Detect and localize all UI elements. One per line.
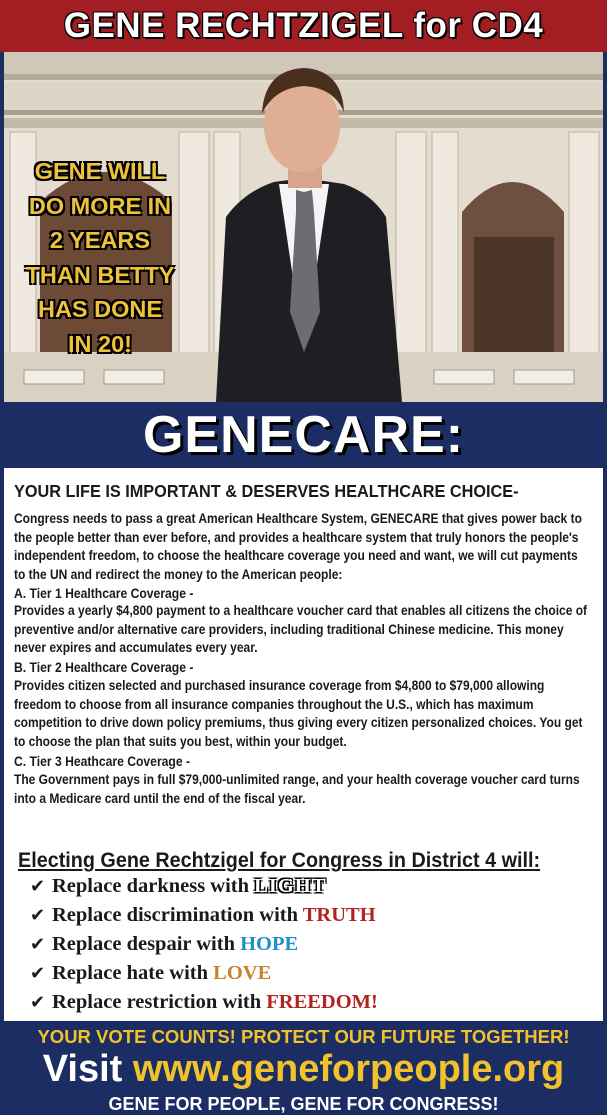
tier1-text: Provides a yearly $4,800 payment to a healthcare voucher card that enables all citizens the choice of preventive and/or alternative care providers, including traditional Chinese medicine. This money never expires and accumulates every year. bbox=[14, 603, 588, 655]
vote-slogan: YOUR VOTE COUNTS! PROTECT OUR FUTURE TOGETHER! bbox=[37, 1026, 570, 1047]
pledge-word: TRUTH bbox=[302, 904, 376, 926]
hero-claim-line: THAN BETTY bbox=[25, 261, 175, 288]
headline: YOUR LIFE IS IMPORTANT & DESERVES HEALTHCARE CHOICE- bbox=[14, 481, 519, 501]
electing-title: Electing Gene Rechtzigel for Congress in District 4 will: bbox=[18, 848, 541, 872]
tier2-text: Provides citizen selected and purchased insurance coverage from $4,800 to $79,000 allowing freedom to choose from all insurance companies throughout the U.S., which has maximum competition to drive down policy premiums, thus giving every citizen personalized choices. You get to choose the plan that suits you best, within your budget. bbox=[14, 678, 583, 749]
genecare-title: GENECARE: bbox=[142, 406, 465, 464]
tier2-title: B. Tier 2 Healthcare Coverage - bbox=[14, 660, 194, 675]
tier1-title: A. Tier 1 Healthcare Coverage - bbox=[14, 586, 194, 601]
pledge-word: HOPE bbox=[240, 933, 299, 955]
hero-claim bbox=[20, 154, 180, 361]
pledge-word: FREEDOM! bbox=[266, 991, 378, 1013]
checkmark-icon: ✔ bbox=[30, 905, 46, 926]
content-panel bbox=[4, 468, 603, 1021]
checkmark-icon: ✔ bbox=[30, 876, 46, 897]
top-banner bbox=[0, 0, 607, 52]
pledge-item bbox=[30, 875, 326, 898]
pledge-word: LOVE bbox=[213, 962, 272, 984]
pledge-text: Replace hate with bbox=[52, 962, 214, 984]
pledge-text: Replace restriction with bbox=[52, 991, 267, 1013]
tier3-text: The Government pays in full $79,000-unlimited range, and your health coverage voucher card turns into a Medicare card until the end of the fiscal year. bbox=[14, 772, 580, 806]
footer-slogan-cutoff: GENE FOR PEOPLE, GENE FOR CONGRESS! bbox=[108, 1094, 499, 1114]
pledge-item bbox=[30, 962, 271, 985]
banner-title: GENE RECHTZIGEL for CD4 bbox=[63, 6, 544, 45]
pledge-item bbox=[30, 991, 378, 1014]
hero-photo bbox=[4, 52, 603, 402]
visit-line bbox=[0, 1048, 607, 1091]
pledge-item bbox=[30, 904, 376, 927]
checkmark-icon: ✔ bbox=[30, 934, 46, 955]
genecare-banner bbox=[0, 402, 607, 468]
checkmark-icon: ✔ bbox=[30, 963, 46, 984]
pledge-word: LIGHT bbox=[254, 875, 327, 897]
pledge-text: Replace darkness with bbox=[52, 875, 255, 897]
pledge-item bbox=[30, 933, 298, 956]
website-link[interactable]: www.geneforpeople.org bbox=[132, 1048, 565, 1090]
hero-claim-line: GENE WILL bbox=[34, 158, 166, 184]
pledge-text: Replace discrimination with bbox=[52, 904, 303, 926]
hero-claim-line: HAS DONE bbox=[37, 296, 163, 322]
tier3-title: C. Tier 3 Heathcare Coverage - bbox=[14, 754, 191, 769]
intro-paragraph: Congress needs to pass a great American Healthcare System, GENECARE that gives power back to the people better than ever before, and provides a healthcare system that truly honors the people's independent freedom, to choose the healthcare coverage you need and want, we will cut payments to the UN and redirect the money to the American people: bbox=[14, 511, 582, 582]
hero-claim-line: IN 20! bbox=[68, 330, 132, 357]
visit-label: Visit bbox=[42, 1048, 133, 1090]
hero-claim-line: 2 YEARS bbox=[49, 227, 151, 253]
hero-claim-line: DO MORE IN bbox=[28, 192, 172, 219]
checkmark-icon: ✔ bbox=[30, 992, 46, 1013]
pledge-text: Replace despair with bbox=[52, 933, 241, 955]
